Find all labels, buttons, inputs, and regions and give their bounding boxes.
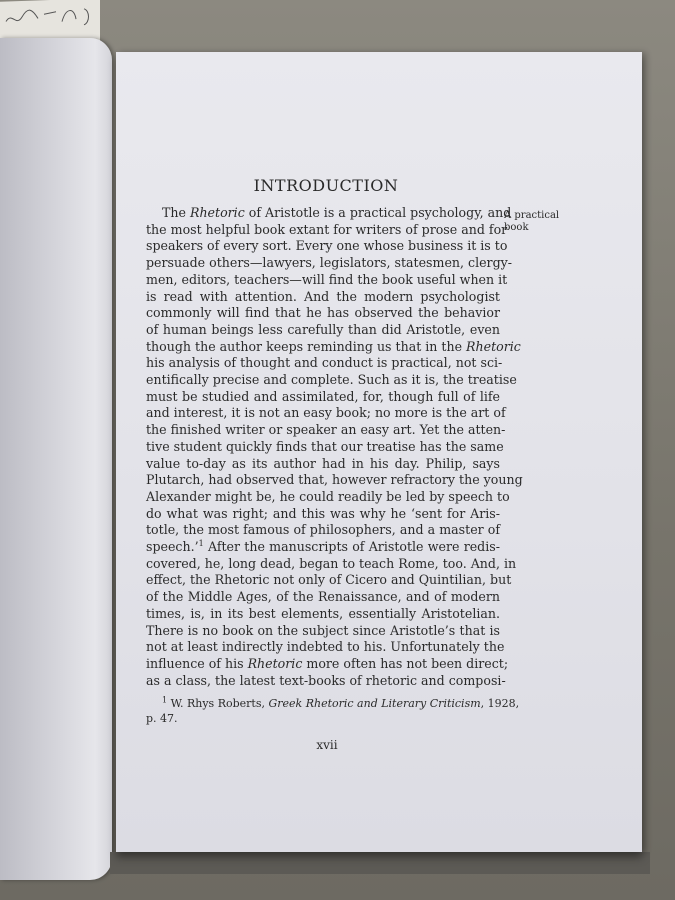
text-line: as a class, the latest text-books of rhetoric and composi- bbox=[146, 672, 506, 688]
text-line: speakers of every sort. Every one whose business it is to bbox=[146, 238, 508, 254]
italic-text: Rhetoric bbox=[189, 205, 245, 220]
page-title: INTRODUCTION bbox=[253, 176, 399, 195]
text-line: do what was right; and this was why he ‘sent for Aris- bbox=[146, 505, 500, 521]
text-line: influence of his Rhetoric more often has not been direct; bbox=[146, 655, 509, 671]
text-line: the most helpful book extant for writers of prose and for bbox=[146, 221, 508, 237]
text-line: Plutarch, had observed that, however refractory the young bbox=[146, 472, 523, 488]
text-line: of human beings less carefully than did Aristotle, even bbox=[146, 321, 500, 337]
text-line: entifically precise and complete. Such as it is, the treatise bbox=[146, 372, 517, 388]
text-line: commonly will find that he has observed the behavior bbox=[146, 305, 500, 321]
text-line: The Rhetoric of Aristotle is a practical psychology, and bbox=[162, 205, 512, 220]
footnote-marker: 1 bbox=[198, 538, 204, 548]
text-line: speech.’$^1$ After the manuscripts of Aristotle were redis- bbox=[146, 538, 500, 555]
text-line: is read with attention. And the modern psychologist bbox=[146, 288, 500, 304]
text-line: Alexander might be, he could readily be led by speech to bbox=[146, 488, 510, 504]
text-line: persuade others—lawyers, legislators, statesmen, clergy- bbox=[146, 255, 512, 271]
page-number: xvii bbox=[316, 738, 338, 752]
text-line: totle, the most famous of philosophers, and a master of bbox=[146, 522, 500, 538]
page-content bbox=[146, 176, 523, 689]
text-line: times, is, in its best elements, essentially Aristotelian. bbox=[146, 605, 500, 621]
italic-text: Rhetoric bbox=[247, 655, 303, 671]
page-shadow bbox=[110, 852, 650, 874]
text-line: his analysis of thought and conduct is practical, not sci- bbox=[146, 355, 503, 371]
text-line: the finished writer or speaker an easy art. Yet the atten- bbox=[146, 422, 506, 438]
footnote bbox=[146, 695, 520, 726]
text-line: value to-day as its author had in his day. Philip, says bbox=[146, 455, 500, 471]
margin-note-line: A practical bbox=[504, 210, 560, 221]
text-line: of the Middle Ages, of the Renaissance, and of modern bbox=[146, 589, 500, 605]
body-text bbox=[146, 205, 523, 689]
footnote-line: $^1$ W. Rhys Roberts, Greek Rhetoric and Literary Criticism, 1928, bbox=[162, 695, 520, 710]
text-line: covered, he, long dead, began to teach Rome, too. And, in bbox=[146, 555, 517, 571]
text-line: tive student quickly finds that our treatise has the same bbox=[146, 438, 504, 454]
text-line: must be studied and assimilated, for, though full of life bbox=[146, 388, 500, 404]
text-line: and interest, it is not an easy book; no more is the art of bbox=[146, 405, 506, 421]
italic-text: Greek Rhetoric and Literary Criticism bbox=[268, 697, 481, 710]
text-line: There is no book on the subject since Aristotle’s that is bbox=[146, 622, 500, 638]
handwriting-scribble-icon bbox=[4, 0, 94, 33]
footnote-marker: 1 bbox=[162, 695, 168, 705]
text-line: not at least indirectly indebted to his. Unfortunately the bbox=[146, 639, 505, 655]
margin-note-line: book bbox=[504, 222, 529, 233]
text-line: men, editors, teachers—will find the book useful when it bbox=[146, 271, 508, 287]
left-page-edge bbox=[0, 38, 112, 880]
text-line: effect, the Rhetoric not only of Cicero and Quintilian, but bbox=[146, 572, 512, 588]
margin-note bbox=[504, 210, 574, 234]
italic-text: Rhetoric bbox=[466, 338, 521, 354]
text-line: though the author keeps reminding us that in the Rhetoric bbox=[146, 338, 521, 354]
footnote-line: p. 47. bbox=[146, 712, 178, 725]
